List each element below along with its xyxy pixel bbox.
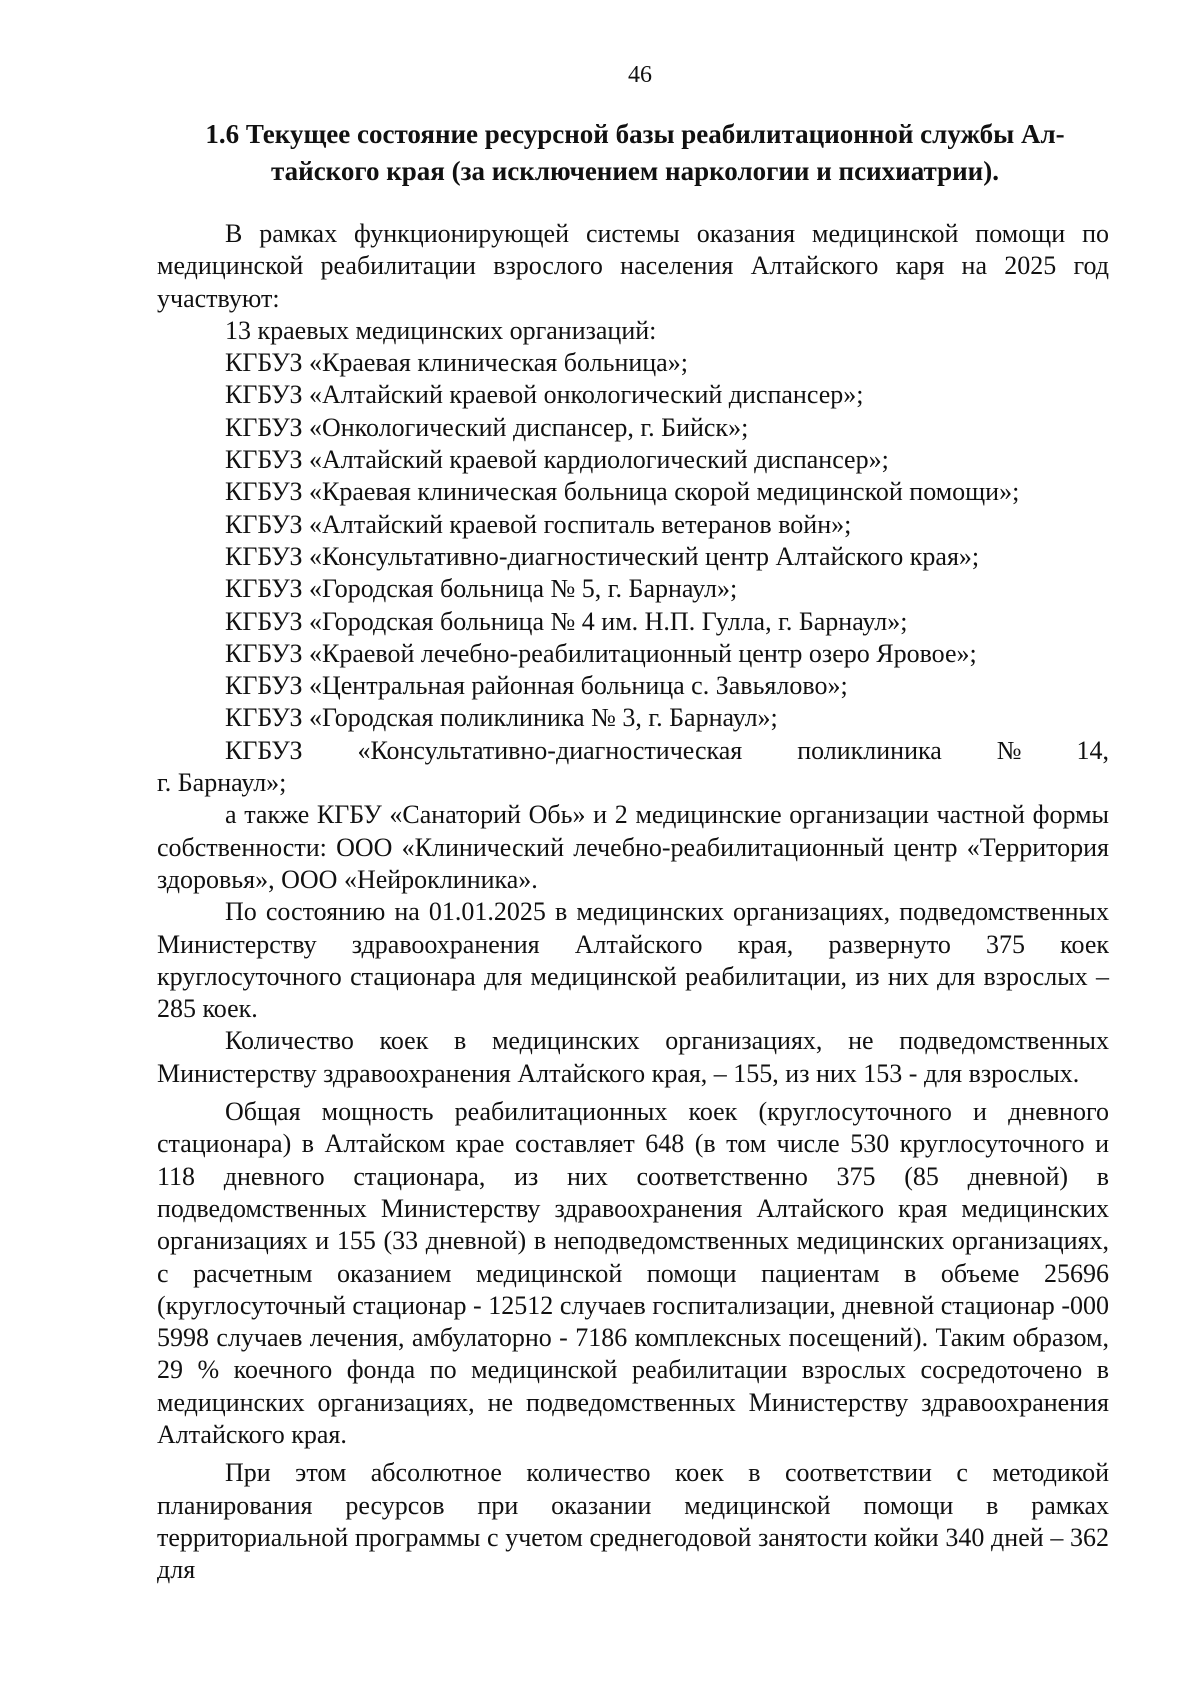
- paragraph-total-capacity: Общая мощность реабилитационных коек (круглосуточного и дневного стационара) в Алтайском крае составляет 648 (в том числе 530 круглосуточного и 118 дневного стационара, из них соответственно 375 (85 дневной) в подведомственных Министерству здравоохранения Алтайского края медицинских организациях и 155 (33 дневной) в неподведомственных медицинских организациях, с расчетным оказанием медицинской помощи пациентам в объеме 25696 (круглосуточный стационар - 12512 случаев госпитализации, дневной стационар -000 5998 случаев лечения, амбулаторно - 7186 комплексных посещений). Таким образом, 29 % коечного фонда по медицинской реабилитации взрослых сосредоточено в медицинских организациях, не подведомственных Министерству здравоохранения Алтайского края.: [157, 1097, 1109, 1449]
- section-heading-line-1: 1.6 Текущее состояние ресурсной базы реабилитационной службы Ал-: [205, 119, 1065, 149]
- org-list-item: КГБУЗ «Краевая клиническая больница»;: [225, 348, 688, 378]
- org-list-item: КГБУЗ «Городская поликлиника № 3, г. Барнаул»;: [225, 703, 778, 733]
- document-body: [157, 218, 1109, 1586]
- paragraph-also: а также КГБУ «Санаторий Обь» и 2 медицинские организации частной формы собственности: ООО «Клинический лечебно-реабилитационный центр «Территория здоровья», ООО «Нейроклиника».: [157, 800, 1109, 894]
- last-org-word: КГБУЗ: [225, 735, 303, 765]
- org-list-item: КГБУЗ «Городская больница № 4 им. Н.П. Гулла, г. Барнаул»;: [225, 606, 908, 636]
- paragraph-beds-subordinate: По состоянию на 01.01.2025 в медицинских организациях, подведомственных Министерству здравоохранения Алтайского края, развернуто 375 коек круглосуточного стационара для медицинской реабилитации, из них для взрослых – 285 коек.: [157, 897, 1109, 1024]
- org-list-item: КГБУЗ «Алтайский краевой госпиталь ветеранов войн»;: [225, 509, 852, 539]
- section-heading-line-2: тайского края (за исключением наркологии и психиатрии).: [271, 156, 999, 186]
- intro-paragraph: В рамках функционирующей системы оказания медицинской помощи по медицинской реабилитации взрослого населения Алтайского каря на 2025 год участвуют:: [157, 219, 1109, 313]
- last-org-word: 14,: [1076, 735, 1109, 765]
- page-number: 46: [628, 62, 652, 88]
- last-org-continuation: г. Барнаул»;: [157, 768, 287, 798]
- org-list-item: КГБУЗ «Алтайский краевой онкологический диспансер»;: [225, 380, 864, 410]
- org-list-item: КГБУЗ «Онкологический диспансер, г. Бийск»;: [225, 412, 749, 442]
- section-heading: [155, 116, 1115, 190]
- org-list-item: КГБУЗ «Центральная районная больница с. Завьялово»;: [225, 671, 848, 701]
- org-list-item: КГБУЗ «Алтайский краевой кардиологический диспансер»;: [225, 445, 889, 475]
- org-list-item: КГБУЗ «Городская больница № 5, г. Барнаул»;: [225, 574, 738, 604]
- org-list-item: КГБУЗ «Краевой лечебно-реабилитационный центр озеро Яровое»;: [225, 638, 977, 668]
- last-org-word: поликлиника: [797, 735, 942, 765]
- orgs-header: 13 краевых медицинских организаций:: [225, 315, 657, 345]
- paragraph-beds-non-subordinate: Количество коек в медицинских организациях, не подведомственных Министерству здравоохранения Алтайского края, – 155, из них 153 - для взрослых.: [157, 1026, 1109, 1088]
- paragraph-absolute-count: При этом абсолютное количество коек в соответствии с методикой планирования ресурсов при оказании медицинской помощи в рамках территориальной программы с учетом среднегодовой занятости койки 340 дней – 362 для: [157, 1458, 1109, 1585]
- org-list-item: КГБУЗ «Краевая клиническая больница скорой медицинской помощи»;: [225, 477, 1020, 507]
- last-org-word: №: [996, 735, 1022, 765]
- org-list-item-last: [157, 735, 1109, 767]
- org-list-item: КГБУЗ «Консультативно-диагностический центр Алтайского края»;: [225, 541, 980, 571]
- last-org-word: «Консультативно-диагностическая: [357, 735, 743, 765]
